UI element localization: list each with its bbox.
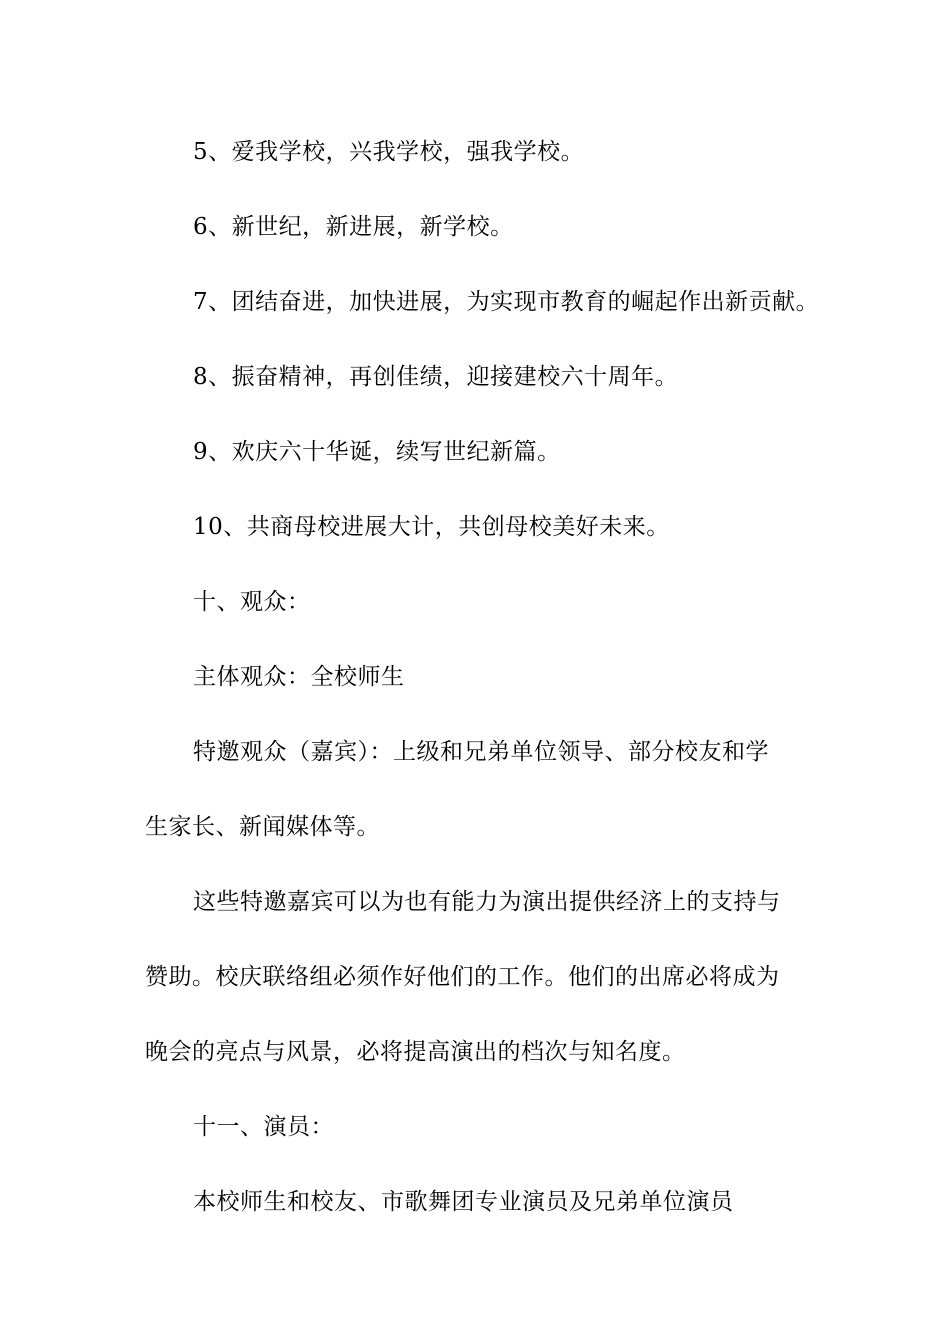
guest-support-text-line-2: 赞助。校庆联络组必须作好他们的工作。他们的出席必将成为 bbox=[145, 964, 780, 990]
slogan-7: 7、团结奋进，加快进展，为实现市教育的崛起作出新贡献。 bbox=[193, 289, 820, 315]
section-heading-audience: 十、观众： bbox=[193, 589, 311, 615]
slogan-8: 8、振奋精神，再创佳绩，迎接建校六十周年。 bbox=[193, 364, 679, 390]
guest-support-text-line-3: 晚会的亮点与风景，必将提高演出的档次与知名度。 bbox=[145, 1039, 686, 1065]
slogan-9: 9、欢庆六十华诞，续写世纪新篇。 bbox=[193, 439, 561, 465]
slogan-10: 10、共商母校进展大计，共创母校美好未来。 bbox=[193, 514, 670, 540]
special-audience-text-line-2: 生家长、新闻媒体等。 bbox=[145, 814, 380, 840]
main-audience-text: 主体观众：全校师生 bbox=[193, 664, 405, 690]
guest-support-text-line-1: 这些特邀嘉宾可以为也有能力为演出提供经济上的支持与 bbox=[193, 889, 781, 915]
slogan-5: 5、爱我学校，兴我学校，强我学校。 bbox=[193, 139, 585, 165]
special-audience-text-line-1: 特邀观众（嘉宾）：上级和兄弟单位领导、部分校友和学 bbox=[193, 739, 769, 765]
section-heading-performers: 十一、演员： bbox=[193, 1114, 334, 1140]
performers-text: 本校师生和校友、市歌舞团专业演员及兄弟单位演员 bbox=[193, 1189, 734, 1215]
slogan-6: 6、新世纪，新进展，新学校。 bbox=[193, 214, 514, 240]
